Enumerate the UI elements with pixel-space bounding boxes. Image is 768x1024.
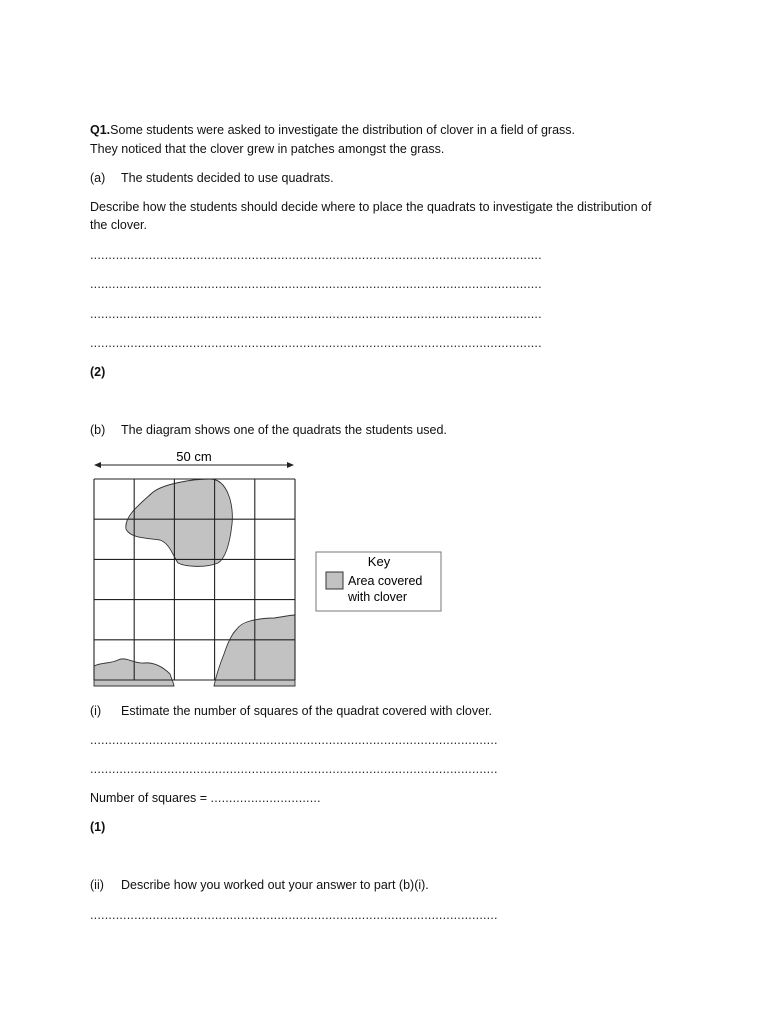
part-b-i-label: (i): [90, 704, 102, 718]
part-a-text: The students decided to use quadrats.: [121, 171, 334, 185]
part-a-marks: (2): [90, 365, 106, 379]
part-b-ii-label: (ii): [90, 878, 104, 892]
question-number: Q1.: [90, 123, 111, 137]
part-a-answer-line-4[interactable]: ...........................................................................................................................: [90, 336, 542, 350]
part-a-answer-line-2[interactable]: ...........................................................................................................................: [90, 277, 542, 291]
part-a-label: (a): [90, 171, 106, 185]
part-b-text: The diagram shows one of the quadrats the students used.: [121, 423, 447, 437]
part-b-i-text: Estimate the number of squares of the quadrat covered with clover.: [121, 704, 493, 718]
part-a-heading: [90, 169, 334, 187]
q1-intro-text-1: Some students were asked to investigate the distribution of clover in a field of grass.: [110, 123, 575, 137]
part-b-i-answer-line-1[interactable]: ...............................................................................................................: [90, 733, 498, 747]
key-title: Key: [367, 554, 391, 569]
key-box: [316, 552, 441, 611]
part-b-i-heading: [90, 702, 492, 720]
part-b-i-answer-line-2[interactable]: ...............................................................................................................: [90, 762, 498, 776]
key-swatch: [326, 572, 343, 589]
q1-intro-line-1: [90, 121, 575, 139]
part-b-i-marks: (1): [90, 820, 106, 834]
part-b-ii-heading: [90, 876, 429, 894]
number-of-squares-label: Number of squares =: [90, 791, 211, 805]
clover-patch-top: [126, 479, 233, 566]
key-line-2: with clover: [348, 590, 408, 604]
width-label: 50 cm: [176, 449, 212, 464]
part-a-prompt-2: the clover.: [90, 218, 147, 232]
part-b-label: (b): [90, 423, 106, 437]
key-line-1: Area covered: [348, 574, 423, 588]
number-of-squares-answer[interactable]: ..............................: [210, 791, 321, 805]
part-a-prompt-1: Describe how the students should decide where to place the quadrats to investigate the distribution of: [90, 200, 652, 214]
part-b-heading: [90, 421, 447, 439]
part-b-ii-text: Describe how you worked out your answer to part (b)(i).: [121, 878, 429, 892]
part-a-answer-line-1[interactable]: ...........................................................................................................................: [90, 248, 542, 262]
part-a-answer-line-3[interactable]: ...........................................................................................................................: [90, 307, 542, 321]
part-b-ii-answer-line-1[interactable]: ...............................................................................................................: [90, 908, 498, 922]
quadrat-diagram: [90, 444, 450, 694]
number-of-squares-row: [90, 789, 321, 807]
q1-intro-line-2: They noticed that the clover grew in patches amongst the grass.: [90, 142, 445, 156]
